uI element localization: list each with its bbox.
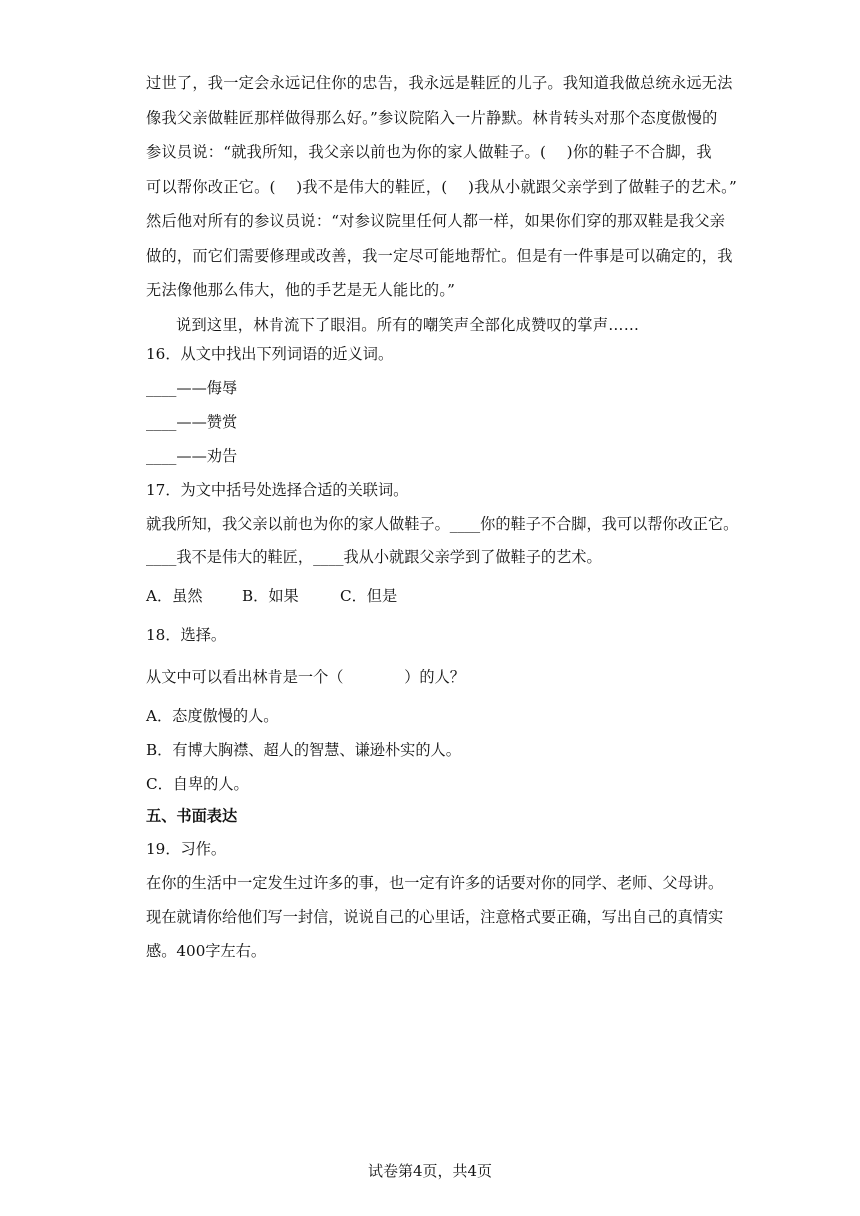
synonym-item: ____——侮辱	[146, 379, 238, 397]
passage-line: 然后他对所有的参议员说：“对参议院里任何人都一样，如果你们穿的那双鞋是我父亲	[146, 212, 726, 230]
option-a: A．态度傲慢的人。	[146, 707, 279, 725]
passage-line: 可以帮你改正它。( )我不是伟大的鞋匠，( )我从小就跟父亲学到了做鞋子的艺术。”	[146, 177, 738, 196]
option-c: C．自卑的人。	[146, 775, 249, 793]
reading-passage	[146, 66, 738, 342]
question-17-prompt: 17．为文中括号处选择合适的关联词。	[146, 481, 409, 499]
question-18-prompt: 18．选择。	[146, 626, 227, 644]
option-b: B．有博大胸襟、超人的智慧、谦逊朴实的人。	[146, 741, 461, 759]
question-16-prompt: 16．从文中找出下列词语的近义词。	[146, 345, 394, 363]
question-19-prompt: 19．习作。	[146, 840, 227, 858]
synonym-item: ____——劝告	[146, 447, 238, 465]
option-b: B．如果	[242, 587, 299, 605]
question-17-sentence-1: 就我所知，我父亲以前也为你的家人做鞋子。____你的鞋子不合脚，我可以帮你改正它。	[146, 515, 739, 533]
passage-line: 无法像他那么伟大，他的手艺是无人能比的。”	[146, 281, 456, 299]
passage-line: 过世了，我一定会永远记住你的忠告，我永远是鞋匠的儿子。我知道我做总统永远无法	[146, 74, 733, 92]
passage-line: 像我父亲做鞋匠那样做得那么好。”参议院陷入一片静默。林肯转头对那个态度傲慢的	[146, 108, 718, 127]
question-18-stem: 从文中可以看出林肯是一个（ ）的人？	[146, 668, 465, 686]
option-c: C．但是	[340, 587, 398, 605]
question-17-sentence-2: ____我不是伟大的鞋匠，____我从小就跟父亲学到了做鞋子的艺术。	[146, 548, 602, 566]
question-19-text-line: 感。400字左右。	[146, 942, 267, 960]
section-heading: 五、书面表达	[146, 807, 238, 825]
page-footer: 试卷第4页，共4页	[367, 1162, 493, 1180]
question-19-text-line: 现在就请你给他们写一封信，说说自己的心里话，注意格式要正确，写出自己的真情实	[146, 908, 724, 926]
synonym-item: ____——赞赏	[146, 413, 238, 431]
passage-closing-line: 说到这里，林肯流下了眼泪。所有的嘲笑声全部化成赞叹的掌声……	[176, 315, 640, 334]
option-a: A．虽然	[146, 587, 203, 605]
passage-line: 参议员说：“就我所知，我父亲以前也为你的家人做鞋子。( )你的鞋子不合脚，我	[146, 143, 712, 161]
question-19-text-line: 在你的生活中一定发生过许多的事，也一定有许多的话要对你的同学、老师、父母讲。	[146, 874, 724, 892]
passage-line: 做的，而它们需要修理或改善，我一定尽可能地帮忙。但是有一件事是可以确定的，我	[146, 246, 733, 265]
